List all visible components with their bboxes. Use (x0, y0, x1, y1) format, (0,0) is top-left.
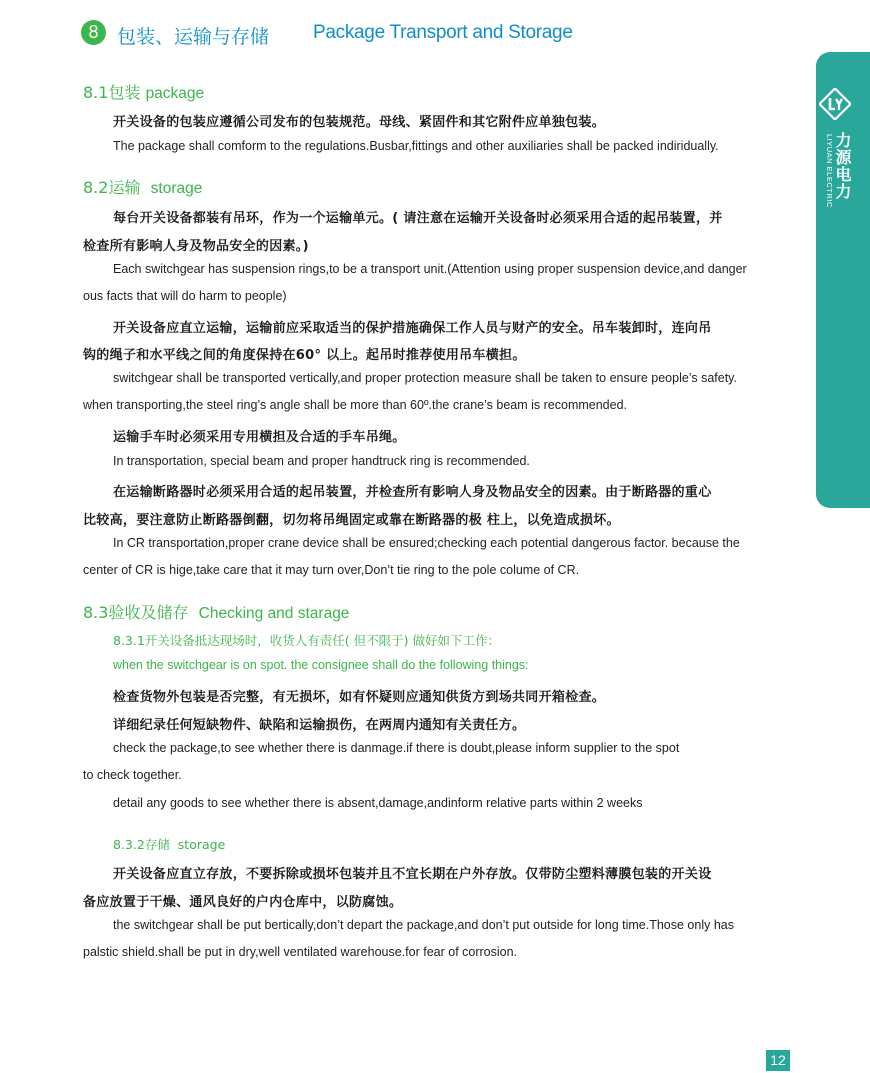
paragraph-en: switchgear shall be transported vertically,and proper protection measure shall be taken to ensure people’s safety. (113, 371, 737, 385)
paragraph-en: detail any goods to see whether there is absent,damage,andinform relative parts within 2 weeks (113, 796, 643, 810)
chapter-title-cn: 包装、运输与存储 (117, 26, 270, 48)
paragraph-en: when transporting,the steel ring’s angle shall be more than 60º.the crane’s beam is recommended. (83, 398, 628, 412)
paragraph-en: palstic shield.shall be put in dry,well ventilated warehouse.for fear of corrosion. (83, 945, 518, 959)
paragraph-cn: 详细纪录任何短缺物件、缺陷和运输损伤，在两周内通知有关责任方。 (113, 718, 526, 733)
subsection-intro-en: when the switchgear is on spot. the consignee shall do the following things: (113, 658, 529, 672)
section-title-en: package (145, 85, 205, 102)
section-title-cn: 包装 (108, 83, 141, 102)
subsection-8-3-1-title: 8.3.1开关设备抵达现场时，收货人有责任( 但不限于) 做好如下工作： (113, 633, 501, 648)
paragraph-cn: 运输手车时必须采用专用横担及合适的手车吊绳。 (113, 430, 406, 445)
page-number: 12 (766, 1050, 790, 1071)
section-number: 8.1 (83, 83, 109, 102)
paragraph-en: The package shall comform to the regulations.Busbar,fittings and other auxiliaries shall be packed indiridually. (113, 139, 719, 153)
paragraph-cn: 备应放置于干燥、通风良好的户内仓库中，以防腐蚀。 (83, 895, 403, 910)
paragraph-en: In CR transportation,proper crane device shall be ensured;checking each potential dangerous factor. because the (113, 536, 740, 550)
paragraph-cn: 开关设备应直立运输，运输前应采取适当的保护措施确保工作人员与财产的安全。吊车装卸时，连向吊 (113, 321, 712, 336)
paragraph-en: Each switchgear has suspension rings,to be a transport unit.(Attention using proper suspension device,and danger (113, 262, 747, 276)
section-title-cn: 验收及储存 (108, 603, 189, 622)
paragraph-en: check the package,to see whether there is danmage.if there is doubt,please inform supplier to the spot (113, 741, 680, 755)
section-title-cn: 运输 (108, 178, 141, 197)
subsection-8-3-2-title (113, 835, 225, 853)
section-title-en: Checking and starage (198, 605, 350, 622)
paragraph-en: ous facts that will do harm to people) (83, 289, 287, 303)
liyuan-logo-icon (819, 88, 851, 120)
brand-name-cn: 力源电力 (833, 132, 852, 200)
section-number: 8.2 (83, 178, 109, 197)
paragraph-en: In transportation, special beam and proper handtruck ring is recommended. (113, 454, 530, 468)
subsection-title-cn: 存储 (144, 837, 170, 852)
paragraph-en: to check together. (83, 768, 182, 782)
section-number: 8.3 (83, 603, 109, 622)
chapter-number-badge: 8 (81, 20, 106, 45)
paragraph-cn: 检查所有影响人身及物品安全的因素。) (83, 239, 309, 254)
paragraph-cn: 开关设备的包装应遵循公司发布的包装规范。母线、紧固件和其它附件应单独包装。 (113, 115, 606, 130)
paragraph-cn: 在运输断路器时必须采用合适的起吊装置，并检查所有影响人身及物品安全的因素。由于断路器的重心 (113, 485, 712, 500)
paragraph-cn: 比较高，要注意防止断路器倒翻，切勿将吊绳固定或靠在断路器的极 柱上，以免造成损坏。 (83, 513, 620, 528)
paragraph-cn: 检查货物外包装是否完整，有无损坏，如有怀疑则应通知供货方到场共同开箱检查。 (113, 690, 606, 705)
section-8-2-heading (83, 175, 202, 198)
paragraph-cn: 钩的绳子和水平线之间的角度保持在60° 以上。起吊时推荐使用吊车横担。 (83, 348, 526, 363)
paragraph-cn: 开关设备应直立存放，不要拆除或损坏包装并且不宜长期在户外存放。仅带防尘塑料薄膜包装的开关设 (113, 867, 712, 882)
section-title-en: storage (150, 180, 203, 197)
subsection-number: 8.3.2 (113, 837, 145, 852)
subsection-title-en: storage (177, 837, 226, 852)
brand-name-en: LIYUAN ELECTRIC (825, 134, 834, 208)
side-brand-tab (816, 52, 870, 508)
section-8-3-heading (83, 600, 349, 623)
chapter-title-en: Package Transport and Storage (313, 22, 573, 43)
section-8-1-heading (83, 80, 204, 103)
paragraph-cn: 每台开关设备都装有吊环，作为一个运输单元。( 请注意在运输开关设备时必须采用合适的起吊装置，并 (113, 211, 723, 226)
paragraph-en: center of CR is hige,take care that it may turn over,Don’t tie ring to the pole colume of CR. (83, 563, 580, 577)
paragraph-en: the switchgear shall be put bertically,don’t depart the package,and don’t put outside for long time.Those only has (113, 918, 734, 932)
